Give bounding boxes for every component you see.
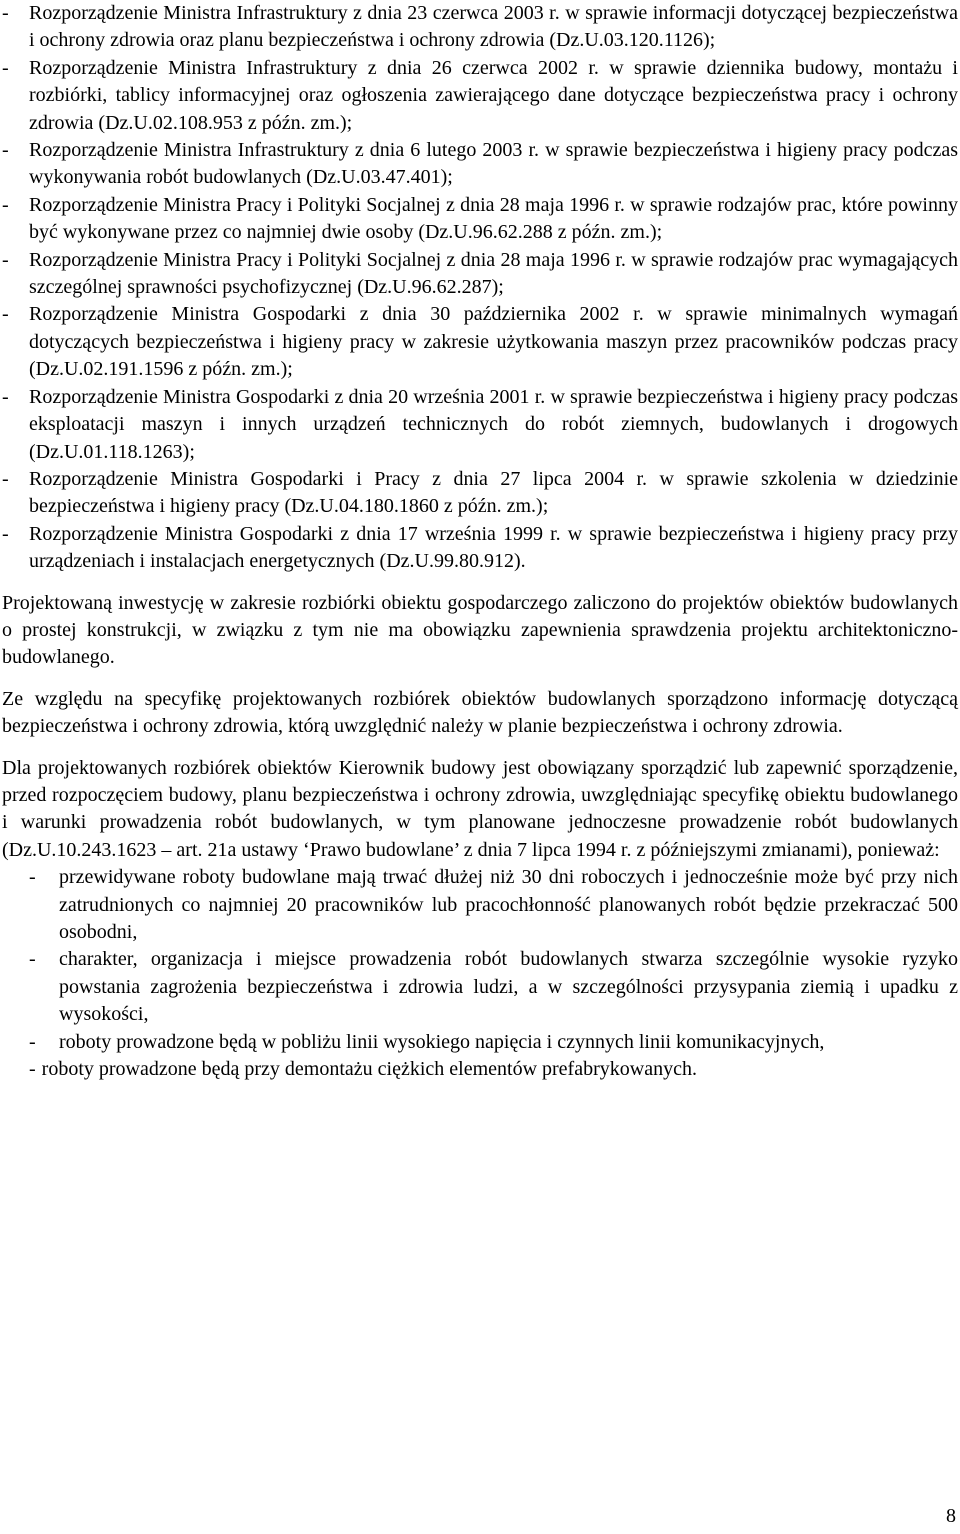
list-dash: - (29, 866, 36, 889)
reasons-list (2, 864, 958, 1083)
regulation-text: Rozporządzenie Ministra Gospodarki z dnia 30 października 2002 r. w sprawie minimalnych wymagań dotyczących bezpieczeństwa i higieny pracy w zakresie użytkowania maszyn przez pracowników podczas pracy (Dz.U.02.191.1596 z późn. zm.); (29, 303, 958, 381)
list-dash: - (29, 1030, 36, 1053)
regulation-text: Rozporządzenie Ministra Infrastruktury z dnia 6 lutego 2003 r. w sprawie bezpieczeństwa i higieny pracy podczas wykonywania robót budowlanych (Dz.U.03.47.401); (29, 139, 958, 189)
regulation-text: Rozporządzenie Ministra Gospodarki z dnia 17 września 1999 r. w sprawie bezpieczeństwa i higieny pracy przy urządzeniach i instalacjach energetycznych (Dz.U.99.80.912). (29, 522, 958, 573)
page-number: 8 (946, 1504, 956, 1527)
list-item (2, 247, 958, 302)
list-dash: - (2, 193, 9, 216)
reason-text: charakter, organizacja i miejsce prowadzenia robót budowlanych stwarza szczególnie wysokie ryzyko powstania zagrożenia bezpieczeństwa i zdrowia ludzi, a w szczególności przysypania ziemią i upadku z wysokości, (59, 948, 958, 1026)
list-dash: - (2, 2, 9, 24)
list-dash: - (2, 303, 9, 326)
list-item (2, 301, 958, 383)
regulation-text: Rozporządzenie Ministra Gospodarki z dnia 20 września 2001 r. w sprawie bezpieczeństwa i higieny pracy podczas eksploatacji maszyn i innych urządzeń technicznych do robót ziemnych, budowlanych i drogowych (Dz.U.01.118.1263); (29, 385, 958, 463)
regulation-text: Rozporządzenie Ministra Pracy i Polityki Socjalnej z dnia 28 maja 1996 r. w sprawie rodzajów prac, które powinny być wykonywane przez co najmniej dwie osoby (Dz.U.96.62.288 z późn. zm.); (29, 193, 958, 244)
list-dash: - (29, 1058, 36, 1081)
list-item (2, 1029, 958, 1056)
regulation-text: Rozporządzenie Ministra Infrastruktury z dnia 23 czerwca 2003 r. w sprawie informacji dotyczącej bezpieczeństwa i ochrony zdrowia oraz planu bezpieczeństwa i ochrony zdrowia (Dz.U.03.120.1126); (29, 2, 958, 52)
regulation-text: Rozporządzenie Ministra Infrastruktury z dnia 26 czerwca 2002 r. w sprawie dziennika budowy, montażu i rozbiórki, tablicy informacyjnej oraz ogłoszenia zawierającego dane dotyczące bezpieczeństwa pracy i ochrony zdrowia (Dz.U.02.108.953 z późn. zm.); (29, 56, 958, 134)
paragraph-safety-plan-obligation: Dla projektowanych rozbiórek obiektów Kierownik budowy jest obowiązany sporządzić lub zapewnić sporządzenie, przed rozpoczęciem budowy, planu bezpieczeństwa i ochrony zdrowia, uwzględniając specyfikę obiektu budowlanego i warunki prowadzenia robót budowlanych, w tym planowane jednoczesne prowadzenie robót budowlanych (Dz.U.10.243.1623 – art. 21a ustawy ‘Prawo budowlane’ z dnia 7 lipca 1994 r. z późniejszymi zmianami), ponieważ: (2, 756, 958, 861)
reason-text: roboty prowadzone będą w pobliżu linii wysokiego napięcia i czynnych linii komunikacyjnych, (59, 1030, 825, 1053)
list-dash: - (29, 948, 36, 971)
list-item (2, 864, 958, 946)
list-item (2, 946, 958, 1028)
list-item (2, 137, 958, 192)
paragraph-safety-information: Ze względu na specyfikę projektowanych rozbiórek obiektów budowlanych sporządzono informację dotyczącą bezpieczeństwa i ochrony zdrowia, którą uwzględnić należy w planie bezpieczeństwa i ochrony zdrowia. (2, 687, 958, 738)
list-dash: - (2, 522, 9, 545)
list-item (2, 192, 958, 247)
list-item (2, 466, 958, 521)
list-dash: - (2, 139, 9, 162)
list-dash: - (2, 467, 9, 490)
regulation-text: Rozporządzenie Ministra Pracy i Polityki Socjalnej z dnia 28 maja 1996 r. w sprawie rodzajów prac wymagających szczególnej sprawności psychofizycznej (Dz.U.96.62.287); (29, 248, 958, 299)
list-dash: - (2, 248, 9, 271)
regulations-list (2, 0, 958, 576)
reason-text: roboty prowadzone będą przy demontażu ciężkich elementów prefabrykowanych. (41, 1058, 697, 1081)
list-item (2, 55, 958, 137)
regulation-text: Rozporządzenie Ministra Gospodarki i Pracy z dnia 27 lipca 2004 r. w sprawie szkolenia w dziedzinie bezpieczeństwa i higieny pracy (Dz.U.04.180.1860 z późn. zm.); (29, 467, 958, 518)
list-item (2, 384, 958, 466)
reason-text: przewidywane roboty budowlane mają trwać dłużej niż 30 dni roboczych i jednocześnie może być przy nich zatrudnionych co najmniej 20 pracowników lub pracochłonność planowanych robót będzie przekraczać 500 osobodni, (59, 866, 958, 943)
list-item (2, 521, 958, 576)
list-dash: - (2, 385, 9, 408)
list-item (2, 1056, 958, 1083)
list-item (2, 0, 958, 55)
paragraph-design-verification: Projektowaną inwestycję w zakresie rozbiórki obiektu gospodarczego zaliczono do projektów obiektów budowlanych o prostej konstrukcji, w związku z tym nie ma obowiązku zapewnienia sprawdzenia projektu architektoniczno-budowlanego. (2, 591, 958, 669)
list-dash: - (2, 56, 9, 79)
